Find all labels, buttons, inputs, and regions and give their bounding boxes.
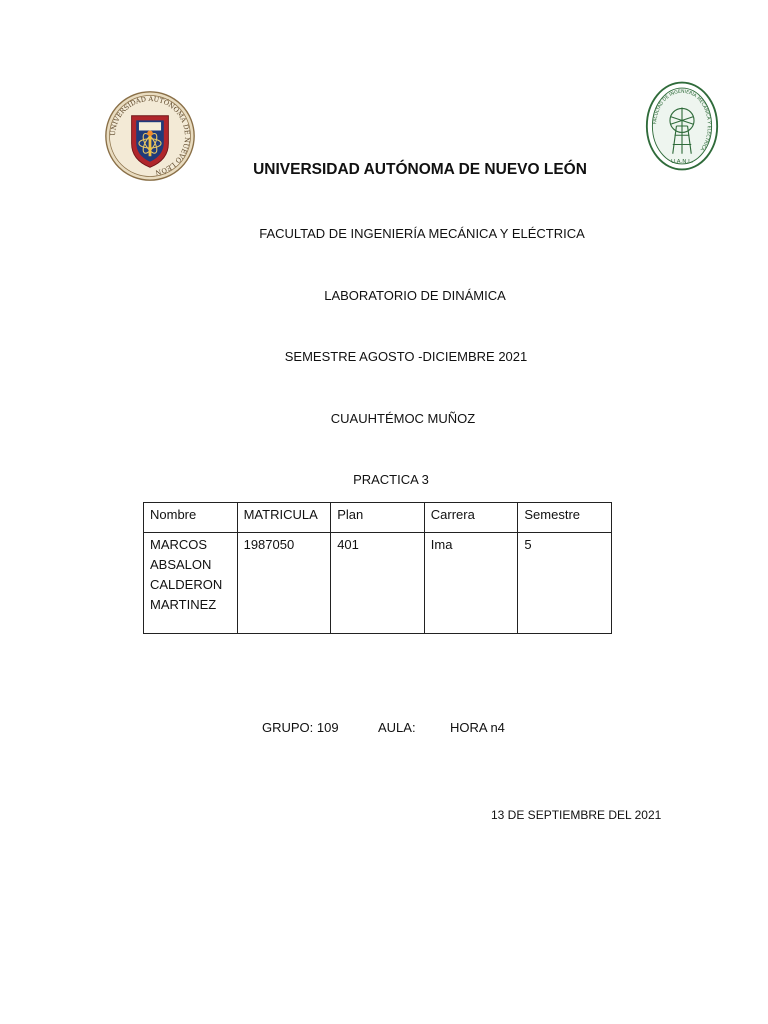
cell-semestre: 5 <box>518 533 612 634</box>
uanl-seal-text: UNIVERSIDAD AUTÓNOMA DE NUEVO LEÓN <box>108 94 192 177</box>
header-carrera: Carrera <box>424 503 518 533</box>
aula-text: AULA: <box>378 720 416 735</box>
faculty-name: FACULTAD DE INGENIERÍA MECÁNICA Y ELÉCTRICA <box>259 226 585 241</box>
header-nombre: Nombre <box>144 503 238 533</box>
practice-title: PRACTICA 3 <box>353 472 429 487</box>
table-row <box>144 533 612 634</box>
name-line: MARCOS <box>150 537 208 552</box>
fime-seal-icon <box>645 78 719 174</box>
cell-matricula: 1987050 <box>237 533 331 634</box>
name-line: ABSALON <box>150 557 212 572</box>
name-line: MARTINEZ <box>150 597 217 612</box>
name-line: CALDERON <box>150 577 223 592</box>
fime-seal-text: FACULTAD DE INGENIERÍA MECÁNICA Y ELÉCTRICA <box>653 89 711 152</box>
header-matricula: MATRICULA <box>237 503 331 533</box>
university-title: UNIVERSIDAD AUTÓNOMA DE NUEVO LEÓN <box>253 161 587 178</box>
student-table <box>143 502 612 634</box>
document-date: 13 DE SEPTIEMBRE DEL 2021 <box>491 808 662 822</box>
semester-text: SEMESTRE AGOSTO -DICIEMBRE 2021 <box>284 349 528 364</box>
hora-text: HORA n4 <box>450 720 505 735</box>
table-header-row <box>144 503 612 533</box>
header-semestre: Semestre <box>518 503 612 533</box>
lab-name: LABORATORIO DE DINÁMICA <box>324 288 506 303</box>
cell-nombre <box>144 533 238 634</box>
cell-carrera: Ima <box>424 533 518 634</box>
cell-plan: 401 <box>331 533 425 634</box>
grupo-text: GRUPO: 109 <box>262 720 339 735</box>
teacher-name: CUAUHTÉMOC MUÑOZ <box>330 411 476 426</box>
fime-seal-bottom: U.A.N.L. <box>670 159 694 165</box>
header-plan: Plan <box>331 503 425 533</box>
